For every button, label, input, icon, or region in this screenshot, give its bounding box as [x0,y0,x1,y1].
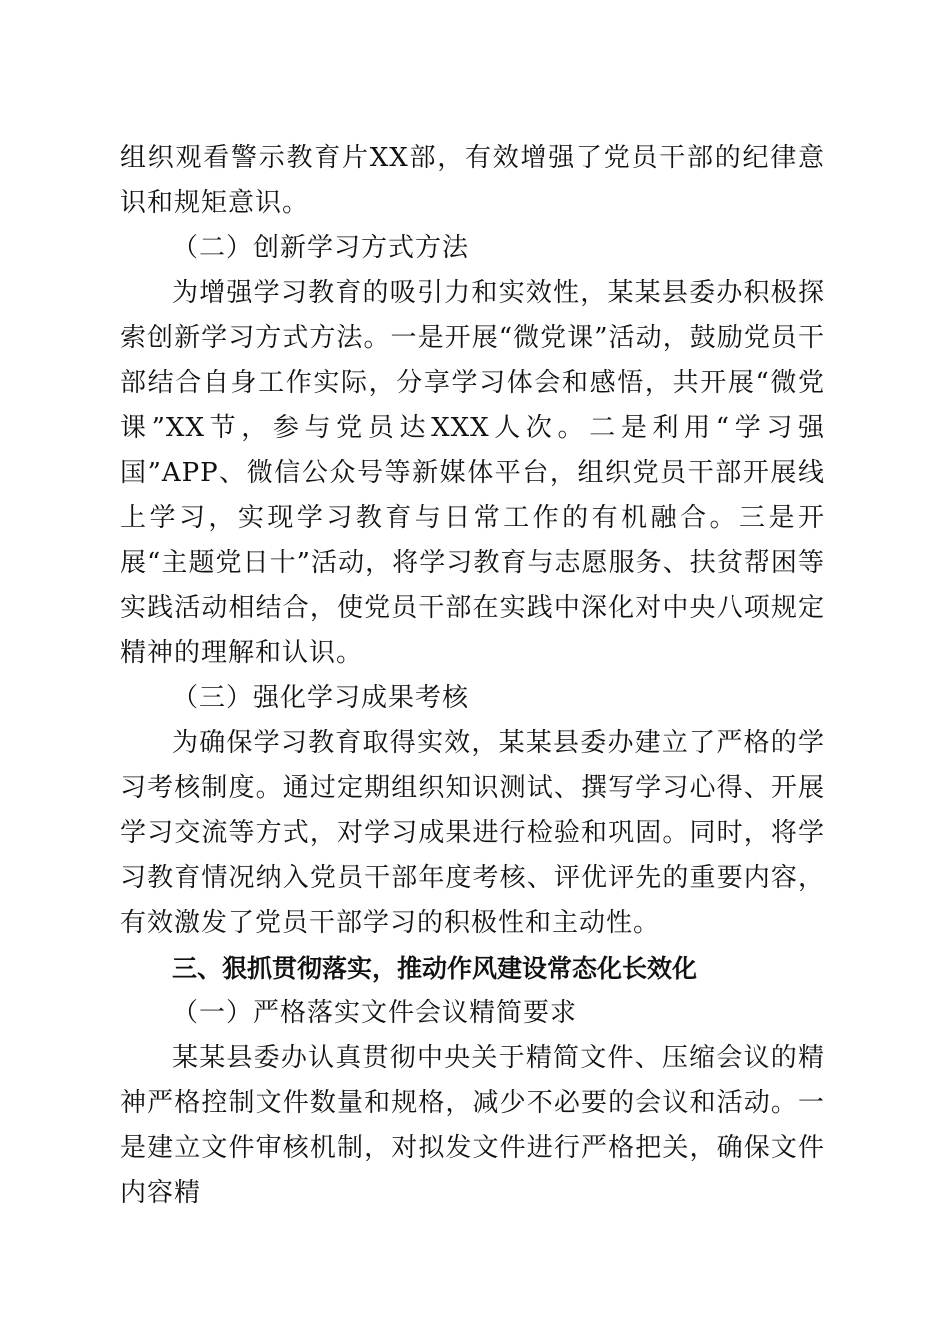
subheading-innovate-learning-methods: （二）创新学习方式方法 [172,233,470,263]
paragraph-streamline-documents-meetings: 某某县委办认真贯彻中央关于精简文件、压缩会议的精神严格控制文件数量和规格，减少不必要的会议和活动。一是建立文件审核机制，对拟发文件进行严格把关，确保文件内容精 [120,1043,825,1208]
subheading-streamline-documents-meetings: （一）严格落实文件会议精简要求 [172,998,578,1028]
document-body [120,136,825,1216]
section-heading-implementation: 三、狠抓贯彻落实，推动作风建设常态化长效化 [172,954,698,983]
paragraph-innovate-learning-methods: 为增强学习教育的吸引力和实效性，某某县委办积极探索创新学习方式方法。一是开展“微党课”活动，鼓励党员干部结合自身工作实际，分享学习体会和感悟，共开展“微党课”XX节，参与党员达XXX人次。二是利用“学习强国”APP、微信公众号等新媒体平台，组织党员干部开展线上学习，实现学习教育与日常工作的有机融合。三是开展“主题党日十”活动，将学习教育与志愿服务、扶贫帮困等实践活动相结合，使党员干部在实践中深化对中央八项规定精神的理解和认识。 [120,278,825,668]
paragraph-learning-assessment: 为确保学习教育取得实效，某某县委办建立了严格的学习考核制度。通过定期组织知识测试、撰写学习心得、开展学习交流等方式，对学习成果进行检验和巩固。同时，将学习教育情况纳入党员干部年度考核、评优评先的重要内容，有效激发了党员干部学习的积极性和主动性。 [120,728,825,938]
subheading-learning-assessment: （三）强化学习成果考核 [172,683,470,713]
paragraph-warning-education-continued: 组织观看警示教育片XX部，有效增强了党员干部的纪律意识和规矩意识。 [120,143,825,218]
